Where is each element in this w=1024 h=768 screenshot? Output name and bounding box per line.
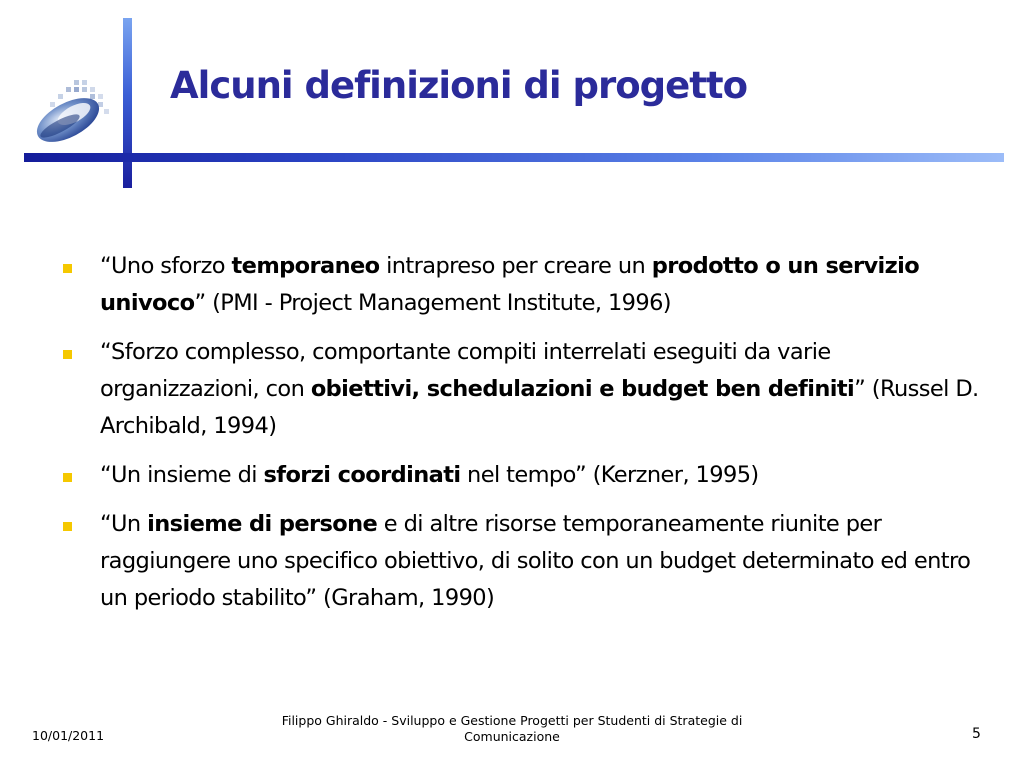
- globe-logo-icon: [30, 76, 112, 144]
- definitions-list: [60, 248, 980, 629]
- definition-text: “Sforzo complesso, comportante compiti interrelati eseguiti da varie organizzazioni, con: [100, 339, 831, 402]
- list-item: [60, 334, 980, 445]
- list-item: [60, 457, 980, 494]
- bullet-square-icon: [63, 350, 72, 359]
- bullet-square-icon: [63, 473, 72, 482]
- list-item: [60, 248, 980, 322]
- slide-title: Alcuni definizioni di progetto: [170, 64, 747, 107]
- horizontal-accent-line: [24, 153, 1004, 162]
- vertical-accent-line: [123, 18, 132, 188]
- definition-emphasis: temporaneo: [231, 253, 380, 279]
- footer-line: Comunicazione: [464, 729, 560, 744]
- bullet-square-icon: [63, 264, 72, 273]
- definition-source: ” (PMI - Project Management Institute, 1996): [194, 290, 671, 316]
- definition-source: ” (Russel D. Archibald, 1994): [100, 376, 979, 439]
- definition-source: nel tempo” (Kerzner, 1995): [460, 462, 759, 488]
- definition-text: “Un insieme di: [100, 462, 264, 488]
- definition-text: “Uno sforzo: [100, 253, 232, 279]
- definition-emphasis: sforzi coordinati: [263, 462, 461, 488]
- definition-emphasis: obiettivi, schedulazioni e budget ben definiti: [310, 376, 855, 402]
- definition-source: e di altre risorse temporaneamente riunite per raggiungere uno specifico obiettivo, di solito con un budget determinato ed entro un periodo stabilito” (Graham, 1990): [100, 511, 971, 611]
- definition-text: intrapreso per creare un: [379, 253, 652, 279]
- definition-emphasis: prodotto o un servizio univoco: [100, 253, 920, 316]
- footer-date: 10/01/2011: [32, 728, 105, 743]
- footer-line: Filippo Ghiraldo - Sviluppo e Gestione Progetti per Studenti di Strategie di: [281, 713, 743, 728]
- page-number: 5: [972, 726, 981, 742]
- bullet-square-icon: [63, 522, 72, 531]
- footer-author-course: [262, 713, 762, 745]
- list-item: [60, 506, 980, 617]
- definition-emphasis: insieme di persone: [147, 511, 378, 537]
- definition-text: “Un: [100, 511, 148, 537]
